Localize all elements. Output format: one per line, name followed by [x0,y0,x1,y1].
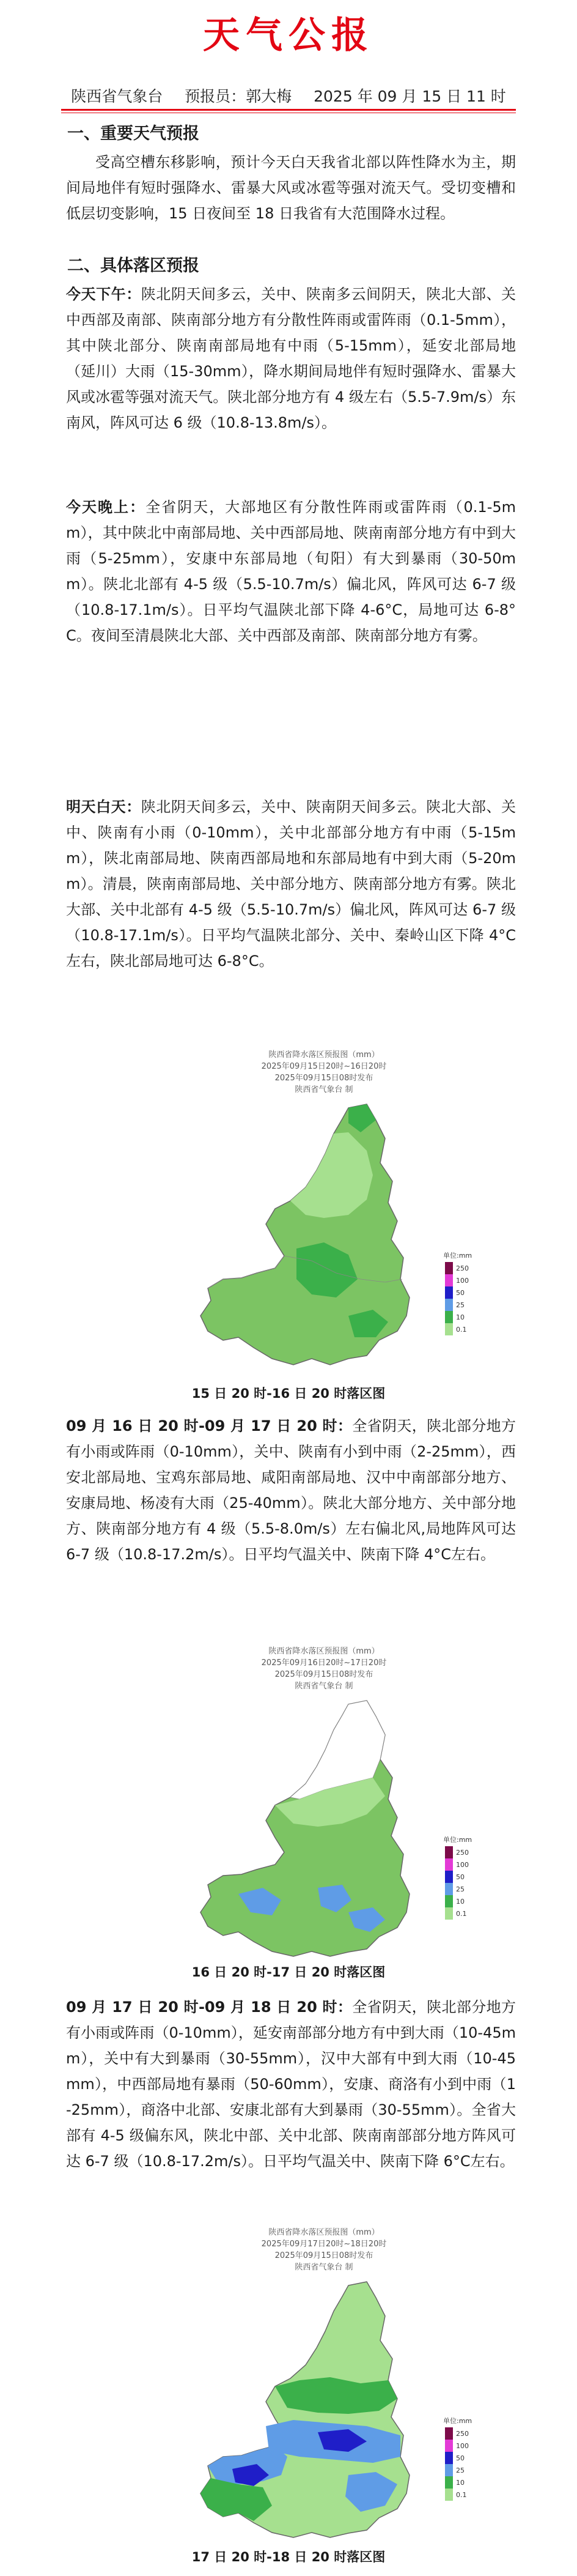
forecast-body: 全省阴天，陕北部分地方有小雨或阵雨（0-10mm），延安南部部分地方有中到大雨（10-45mm），关中有大到暴雨（30-55mm），汉中大部有中到大雨（10-45mm），中西部局地有暴雨（50-60mm），安康、商洛有小到中雨（1-25mm），商洛中北部、安康北部有大到暴雨（30-55mm）。全省大部有 4-5 级偏东风，陕北中部、关中北部、陕南南部部分地方阵风可达 6-7 级（10.8-17.2m/s）。日平均气温关中、陕南下降 6°C左右。 [66,1999,516,2170]
legend-label: 250 [456,1264,469,1272]
legend-swatch [445,1286,453,1299]
map-issued: 2025年09月15日08时发布 [274,1074,373,1083]
legend-swatch [445,1274,453,1286]
legend-swatch [445,2440,453,2452]
forecast-16-17 [66,1413,516,1567]
forecast-lead: 09 月 16 日 20 时-09 月 17 日 20 时： [66,1417,353,1435]
map-title: 陕西省降水落区预报图（mm） [268,1647,380,1656]
issue-datetime: 2025 年 09 月 15 日 11 时 [314,87,506,105]
legend-swatch [445,1323,453,1335]
legend-label: 10 [456,1898,465,1906]
legend-swatch [445,1907,453,1920]
map-title: 陕西省降水落区预报图（mm） [268,2228,380,2237]
map-agency: 陕西省气象台 制 [295,1085,353,1094]
legend-title: 单位:mm [443,1836,472,1844]
legend-label: 50 [456,2454,465,2462]
precip-legend [443,2417,472,2501]
shaanxi-map-3 [165,2273,483,2542]
legend-label: 25 [456,2467,465,2474]
issuer: 陕西省气象台 [71,87,163,105]
legend-label: 25 [456,1885,465,1893]
important-forecast-text: 受高空槽东移影响，预计今天白天我省北部以阵性降水为主，期间局地伴有短时强降水、雷暴大风或冰雹等强对流天气。受切变槽和低层切变影响，15 日夜间至 18 日我省有大范围降水过程。 [66,154,516,222]
precip-legend [443,1252,472,1335]
map-period: 2025年09月15日20时~16日20时 [261,1062,387,1071]
legend-label: 50 [456,1873,465,1881]
map-caption-2: 16 日 20 时-17 日 20 时落区图 [191,1965,386,1980]
section-heading-detail: 二、具体落区预报 [67,256,199,275]
forecast-tomorrow [66,794,516,974]
legend-swatch [445,2452,453,2464]
map-caption-3: 17 日 20 时-18 日 20 时落区图 [191,2550,386,2564]
map-title: 陕西省降水落区预报图（mm） [268,1050,380,1060]
map-caption-1: 15 日 20 时-16 日 20 时落区图 [191,1386,386,1401]
title-rule-thick [61,109,516,111]
forecast-today-afternoon [66,281,516,436]
forecast-17-18 [66,1994,516,2174]
legend-label: 25 [456,1301,465,1309]
forecast-body: 陕北阴天间多云，关中、陕南多云间阴天，陕北大部、关中西部及南部、陕南部分地方有分散性阵雨或雷阵雨（0.1-5mm），其中陕北部分、陕南南部局地有中雨（5-15mm），延安北部局地（延川）大雨（15-30mm），降水期间局地伴有短时强降水、雷暴大风或冰雹等强对流天气。陕北部分地方有 4 级左右（5.5-7.9m/s）东南风，阵风可达 6 级（10.8-13.8m/s）。 [66,286,516,431]
legend-swatch [445,1311,453,1323]
legend-label: 0.1 [456,1326,467,1334]
moderate-rain-zone [275,2377,397,2414]
bulletin-title: 天气公报 [203,14,374,57]
forecast-lead: 今天晚上： [66,499,146,516]
shaanxi-map-2 [165,1692,483,1961]
precip-map-2 [153,1646,495,1961]
section-heading-important: 一、重要天气预报 [67,124,199,143]
forecast-lead: 今天下午： [66,286,141,303]
legend-swatch [445,1871,453,1883]
forecaster: 预报员：郭大梅 [185,87,292,105]
legend-swatch [445,1846,453,1858]
forecast-body: 全省阴天，大部地区有分散性阵雨或雷阵雨（0.1-5mm），其中陕北中南部局地、关中西部局地、陕南南部分地方有中到大雨（5-25mm），安康中东部局地（旬阳）有大到暴雨（30-50mm）。陕北北部有 4-5 级（5.5-10.7m/s）偏北风，阵风可达 6-7 级（10.8-17.1m/s）。日平均气温陕北部下降 4-6°C，局地可达 6-8°C。夜间至清晨陕北大部、关中西部及南部、陕南部分地方有雾。 [66,499,516,644]
forecast-body: 陕北阴天间多云，关中、陕南阴天间多云。陕北大部、关中、陕南有小雨（0-10mm），关中北部部分地方有中雨（5-15mm），陕北南部局地、陕南西部局地和东部局地有中到大雨（5-20mm）。清晨，陕南南部局地、关中部分地方、陕南部分地方有雾。陕北大部、关中北部有 4-5 级（5.5-10.7m/s）偏北风，阵风可达 6-7 级（10.8-17.1m/s）。日平均气温陕北部分、关中、秦岭山区下降 4°C左右，陕北部局地可达 6-8°C。 [66,798,516,970]
legend-label: 250 [456,1849,469,1857]
legend-title: 单位:mm [443,2417,472,2425]
legend-label: 0.1 [456,2491,467,2499]
precip-map-3 [153,2227,495,2542]
legend-label: 100 [456,1861,469,1869]
map-issued: 2025年09月15日08时发布 [274,2251,373,2260]
legend-swatch [445,1858,453,1871]
legend-swatch [445,1883,453,1895]
legend-label: 250 [456,2430,469,2438]
legend-label: 10 [456,1313,465,1321]
legend-label: 100 [456,2442,469,2450]
precip-map-1 [153,1049,495,1389]
legend-label: 50 [456,1289,465,1297]
map-agency: 陕西省气象台 制 [295,2263,353,2272]
bulletin-meta [0,84,577,106]
map-period: 2025年09月16日20时~17日20时 [261,1658,387,1668]
legend-label: 10 [456,2479,465,2487]
precip-legend [443,1836,472,1920]
legend-swatch [445,2427,453,2440]
legend-swatch [445,1895,453,1907]
map-period: 2025年09月17日20时~18日20时 [261,2240,387,2249]
map-issued: 2025年09月15日08时发布 [274,1670,373,1679]
map-agency: 陕西省气象台 制 [295,1682,353,1691]
forecast-tonight [66,494,516,648]
forecast-lead: 09 月 17 日 20 时-09 月 18 日 20 时： [66,1999,353,2016]
legend-swatch [445,1299,453,1311]
forecast-lead: 明天白天： [66,798,141,815]
legend-swatch [445,1262,453,1274]
legend-label: 100 [456,1277,469,1285]
shaanxi-map-1 [165,1096,483,1389]
legend-swatch [445,2476,453,2489]
legend-title: 单位:mm [443,1252,472,1260]
legend-label: 0.1 [456,1910,467,1918]
legend-swatch [445,2464,453,2476]
legend-swatch [445,2489,453,2501]
forecast-body: 全省阴天，陕北部分地方有小雨或阵雨（0-10mm），关中、陕南有小到中雨（2-25mm），西安北部局地、宝鸡东部局地、咸阳南部局地、汉中中南部部分地方、安康局地、杨凌有大雨（25-40mm）。陕北大部分地方、关中部分地方、陕南部分地方有 4 级（5.5-8.0m/s）左右偏北风,局地阵风可达 6-7 级（10.8-17.2m/s）。日平均气温关中、陕南下降 4°C左右。 [66,1417,516,1563]
